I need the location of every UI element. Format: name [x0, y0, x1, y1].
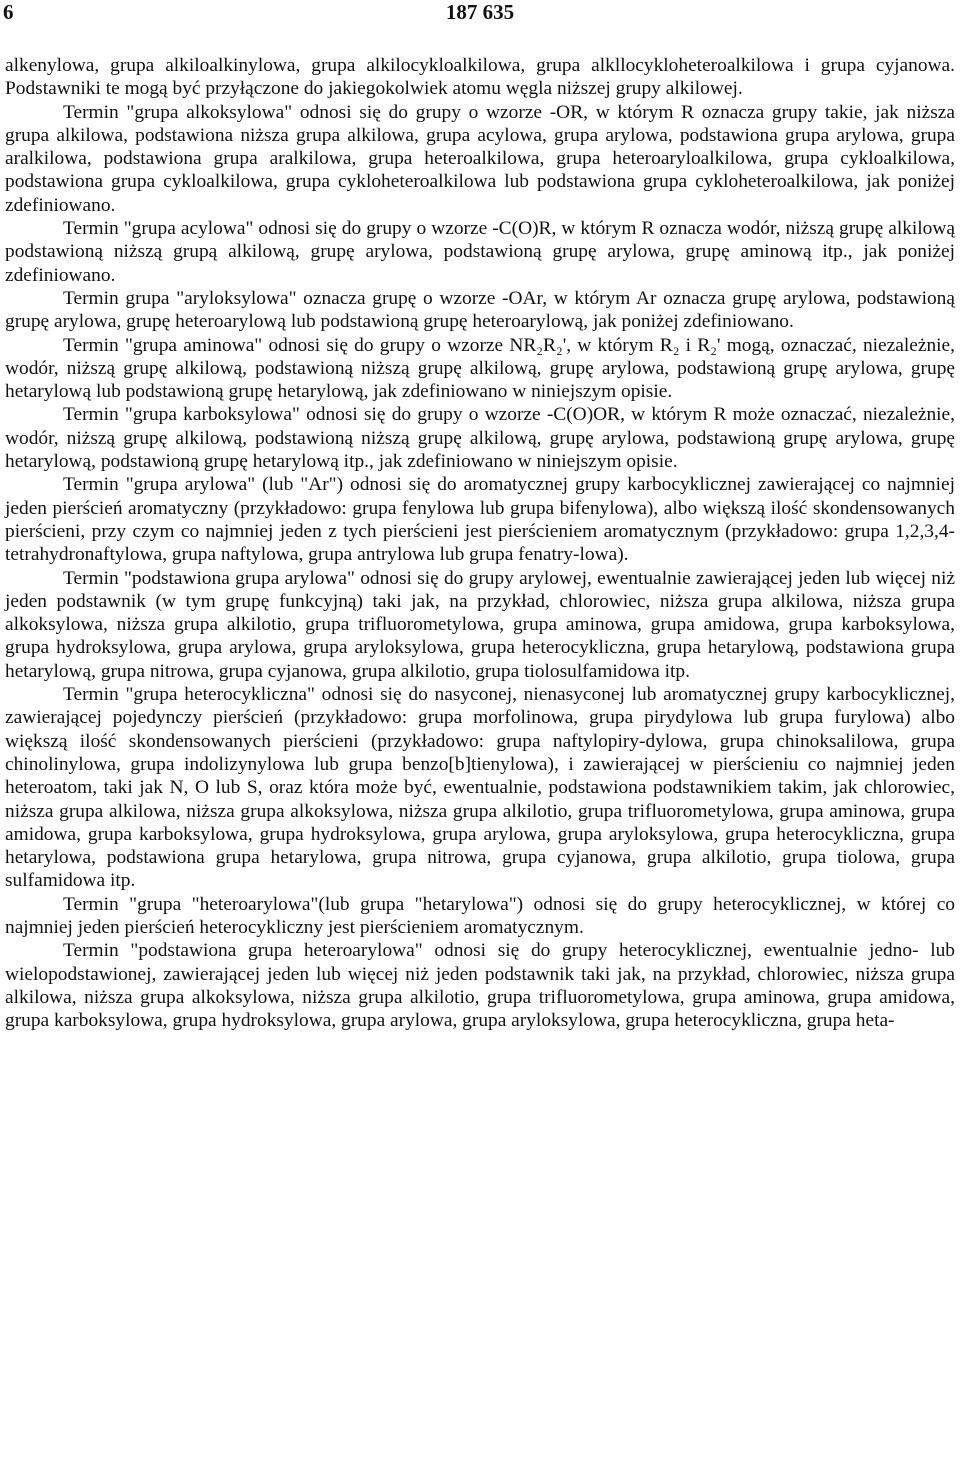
paragraph-11: Termin "podstawiona grupa heteroarylowa" odnosi się do grupy heterocyklicznej, ewentualnie jedno- lub wielopodstawionej, zawierającej jeden lub więcej niż jeden podstawnik taki jak, na przykład, chlorowiec, niższa grupa alkilowa, niższa grupa alkoksylowa, niższa grupa alkilotio, grupa trifluorometylowa, grupa aminowa, grupa amidowa, grupa karboksylowa, grupa hydroksylowa, grupa arylowa, grupa aryloksylowa, grupa heterocykliczna, grupa heta-	[5, 940, 955, 1032]
paragraph-8: Termin "podstawiona grupa arylowa" odnosi się do grupy arylowej, ewentualnie zawierającej jeden lub więcej niż jeden podstawnik (w tym grupę funkcyjną) taki jak, na przykład, chlorowiec, niższa grupa alkilowa, niższa grupa alkoksylowa, niższa grupa alkilotio, grupa trifluorometylowa, grupa aminowa, grupa amidowa, grupa karboksylowa, grupa hydroksylowa, grupa arylowa, grupa aryloksylowa, grupa heterocykliczna, grupa hetarylową, podstawiona grupa hetarylową, grupa nitrowa, grupa cyjanowa, grupa alkilotio, grupa tiolosulfamidowa itp.	[5, 567, 955, 682]
body-text	[5, 54, 955, 1032]
paragraph-5: Termin "grupa aminowa" odnosi się do grupy o wzorze NR₂R₂', w którym R₂ i R₂' mogą, oznaczać, niezależnie, wodór, niższą grupę alkilową, podstawioną niższą grupę alkilową, grupę arylowa, podstawioną grupę arylowa, grupę hetarylową lub podstawioną grupę hetarylową, jak zdefiniowano w niniejszym opisie.	[5, 334, 955, 403]
page-header	[0, 0, 960, 26]
paragraph-2: Termin "grupa alkoksylowa" odnosi się do grupy o wzorze -OR, w którym R oznacza grupy takie, jak niższa grupa alkilowa, podstawiona niższa grupa alkilowa, grupa acylowa, grupa arylowa, podstawiona grupa arylowa, grupa aralkilowa, podstawiona grupa aralkilowa, grupa heteroalkilowa, grupa heteroaryloalkilowa, grupa cykloalkilowa, podstawiona grupa cykloalkilowa, grupa cykloheteroalkilowa lub podstawiona grupa cykloheteroalkilowa, jak poniżej zdefiniowano.	[5, 101, 955, 216]
paragraph-4: Termin grupa "aryloksylowa" oznacza grupę o wzorze -OAr, w którym Ar oznacza grupę arylowa, podstawioną grupę arylowa, grupę heteroarylową lub podstawioną grupę heteroarylową, jak poniżej zdefiniowano.	[5, 287, 955, 333]
paragraph-1: alkenylowa, grupa alkiloalkinylowa, grupa alkilocykloalkilowa, grupa alkllocykloheteroalkilowa i grupa cyjanowa. Podstawniki te mogą być przyłączone do jakiegokolwiek atomu węgla niższej grupy alkilowej.	[5, 55, 955, 100]
paragraph-6: Termin "grupa karboksylowa" odnosi się do grupy o wzorze -C(O)OR, w którym R może oznaczać, niezależnie, wodór, niższą grupę alkilową, podstawioną niższą grupę alkilową, grupę arylowa, podstawioną grupę arylowa, grupę hetarylową, podstawioną grupę hetarylową itp., jak zdefiniowano w niniejszym opisie.	[5, 404, 955, 473]
paragraph-9: Termin "grupa heterocykliczna" odnosi się do nasyconej, nienasyconej lub aromatycznej grupy karbocyklicznej, zawierającej pojedynczy pierścień (przykładowo: grupa morfolinowa, grupa pirydylowa lub grupa furylowa) albo większą ilość skondensowanych pierścieni (przykładowo: grupa naftylopiry-dylowa, grupa chinoksalilowa, grupa chinolinylowa, grupa indolizynylowa lub grupa benzo[b]tienylowa), i zawierającej w pierścieniu co najmniej jeden heteroatom, taki jak N, O lub S, oraz która może być, ewentualnie, podstawiona podstawnikiem takim, jak chlorowiec, niższa grupa alkilowa, niższa grupa alkoksylowa, niższa grupa alkilotio, grupa trifluorometylowa, grupa aminowa, grupa amidowa, grupa karboksylowa, grupa hydroksylowa, grupa arylowa, grupa aryloksylowa, grupa heterocykliczna, grupa hetarylowa, podstawiona grupa hetarylowa, grupa nitrowa, grupa cyjanowa, grupa alkilotio, grupa tiolowa, grupa sulfamidowa itp.	[5, 684, 955, 892]
paragraph-10: Termin "grupa "heteroarylowa"(lub grupa "hetarylowa") odnosi się do grupy heterocyklicznej, w której co najmniej jeden pierścień heterocykliczny jest pierścieniem aromatycznym.	[5, 893, 955, 938]
document-number: 187 635	[445, 0, 515, 24]
page-number: 6	[3, 0, 14, 24]
paragraph-7: Termin "grupa arylowa" (lub "Ar") odnosi się do aromatycznej grupy karbocyklicznej zawierającej co najmniej jeden pierścień aromatyczny (przykładowo: grupa fenylowa lub grupa bifenylowa), albo większą ilość skondensowanych pierścieni, przy czym co najmniej jeden z tych pierścieni jest pierścieniem aromatycznym (przykładowo: grupa 1,2,3,4-tetrahydronaftylowa, grupa naftylowa, grupa antrylowa lub grupa fenatry-lowa).	[5, 474, 955, 566]
paragraph-3: Termin "grupa acylowa" odnosi się do grupy o wzorze -C(O)R, w którym R oznacza wodór, niższą grupę alkilową podstawioną niższą grupą alkilową, grupę arylowa, podstawioną grupę arylowa, grupę aminową itp., jak poniżej zdefiniowano.	[5, 218, 955, 286]
